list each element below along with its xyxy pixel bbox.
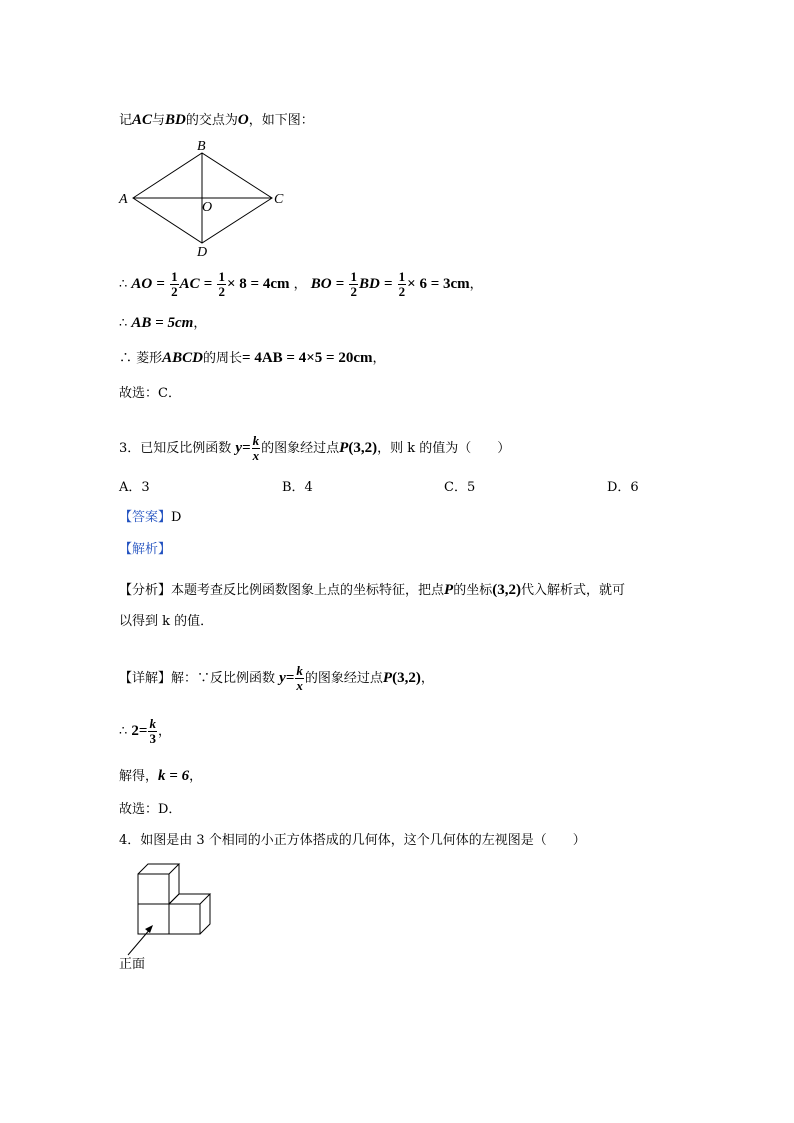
answer-line <box>119 508 181 528</box>
fraction-half <box>349 270 358 299</box>
math-o: O <box>237 112 249 128</box>
text: 解得， <box>119 769 159 784</box>
math-p: P <box>339 440 349 456</box>
text: ， <box>372 351 386 366</box>
math-ac: AC <box>132 112 153 128</box>
math-coord: (3,2) <box>348 440 378 456</box>
fraction-k-over-x <box>252 434 261 463</box>
math: ABCD <box>162 350 204 366</box>
num: k <box>149 716 156 731</box>
analysis-label: 【分析】 <box>119 583 172 598</box>
fraction-k-over-3 <box>148 717 157 746</box>
text: 代入解析式，就可 <box>520 583 625 598</box>
detail-label: 【详解】 <box>119 671 172 686</box>
equals: = <box>383 276 393 292</box>
text: 记 <box>119 113 133 128</box>
math: AB = 5cm <box>131 315 194 331</box>
therefore-symbol: ∴ <box>119 316 128 331</box>
math-coord: (3,2) <box>492 582 521 598</box>
math: k = 6 <box>158 768 190 784</box>
answer-tag: 【答案】 <box>119 510 172 525</box>
text: 的交点为 <box>185 113 238 128</box>
analysis-paragraph <box>119 580 625 601</box>
text: 菱形 <box>136 351 163 366</box>
answer-value: D <box>171 510 182 525</box>
text: 的图象经过点 <box>304 671 383 686</box>
num: 1 <box>218 269 225 284</box>
label-a: A <box>119 192 128 207</box>
label-c: C <box>274 192 284 207</box>
den: x <box>252 448 260 463</box>
equals: = <box>285 670 295 686</box>
choice-line-c: 故选：C． <box>119 386 181 401</box>
num: k <box>296 663 303 678</box>
label-b: B <box>197 139 206 154</box>
num: 1 <box>398 269 406 284</box>
den: x <box>296 678 303 693</box>
math-y: y <box>279 670 286 686</box>
den: 2 <box>218 284 225 299</box>
text: 解：∵反比例函数 <box>171 671 276 686</box>
calc-line-ao-bo <box>119 270 483 299</box>
math-y: y <box>235 440 243 456</box>
equals: = <box>138 723 148 739</box>
den: 2 <box>171 284 178 299</box>
therefore-symbol: ∴ <box>119 277 128 292</box>
analysis-paragraph-cont: 以得到 k 的值． <box>119 614 214 629</box>
fraction-half <box>398 270 407 299</box>
question-4: 4．如图是由 3 个相同的小正方体搭成的几何体，这个几何体的左视图是（ ） <box>119 833 586 848</box>
text: 的图象经过点 <box>261 441 340 456</box>
den: 2 <box>350 284 357 299</box>
math: × 8 = 4cm <box>226 276 290 292</box>
text: ， <box>193 316 207 331</box>
math: BO <box>310 276 332 292</box>
equals: = <box>242 440 251 456</box>
analysis-tag: 【解析】 <box>119 542 172 557</box>
math: BD <box>358 276 380 292</box>
text: 的周长 <box>203 351 243 366</box>
calc-line-ab <box>119 313 206 334</box>
math: = 4AB = 4×5 = 20cm <box>242 350 373 366</box>
math-p: P <box>444 582 454 598</box>
text: ， <box>157 724 171 739</box>
math: × 6 = 3cm <box>407 276 470 292</box>
text: ， <box>293 277 307 292</box>
equals: = <box>156 276 165 292</box>
question-3 <box>119 432 510 465</box>
intro-line <box>119 110 314 131</box>
den: 3 <box>149 731 156 746</box>
therefore-symbol: ∴ <box>119 724 128 739</box>
math: AO <box>131 276 153 292</box>
label-o: O <box>202 200 213 215</box>
equals: = <box>203 276 213 292</box>
rhombus-figure <box>115 138 295 260</box>
arrow-head <box>145 925 153 933</box>
math: AC <box>179 276 200 292</box>
front-label: 正面 <box>119 957 146 972</box>
detail-line <box>119 662 434 695</box>
text: ，则 k 的值为（ ） <box>377 441 511 456</box>
detail-line-2 <box>119 714 171 749</box>
option-d: D．6 <box>607 480 639 495</box>
fraction-k-over-x <box>295 664 304 693</box>
num: k <box>252 433 260 448</box>
text: 本题考查反比例函数图象上点的坐标特征，把点 <box>171 583 445 598</box>
text: ，如下图： <box>248 113 314 128</box>
label-d: D <box>197 245 208 260</box>
detail-line-3 <box>119 766 202 787</box>
text: 的坐标 <box>453 583 493 598</box>
den: 2 <box>398 284 406 299</box>
choice-line-d: 故选：D． <box>119 802 182 817</box>
text: ， <box>189 769 203 784</box>
num: 1 <box>350 269 357 284</box>
text: ， <box>420 671 434 686</box>
calc-line-perimeter <box>119 348 386 369</box>
therefore-symbol: ∴ <box>119 351 133 366</box>
math-coord: (3,2) <box>392 670 421 686</box>
option-a: A．3 <box>119 480 150 495</box>
math: 2 <box>131 723 139 739</box>
fraction-half <box>170 270 179 299</box>
text: 3．已知反比例函数 <box>119 441 232 456</box>
fraction-half <box>217 270 226 299</box>
text: 与 <box>152 113 166 128</box>
text: ， <box>469 277 483 292</box>
equals: = <box>335 276 345 292</box>
option-c: C．5 <box>444 480 476 495</box>
math-p: P <box>382 670 393 686</box>
option-b: B．4 <box>282 480 313 495</box>
num: 1 <box>171 269 178 284</box>
math-bd: BD <box>165 112 186 128</box>
